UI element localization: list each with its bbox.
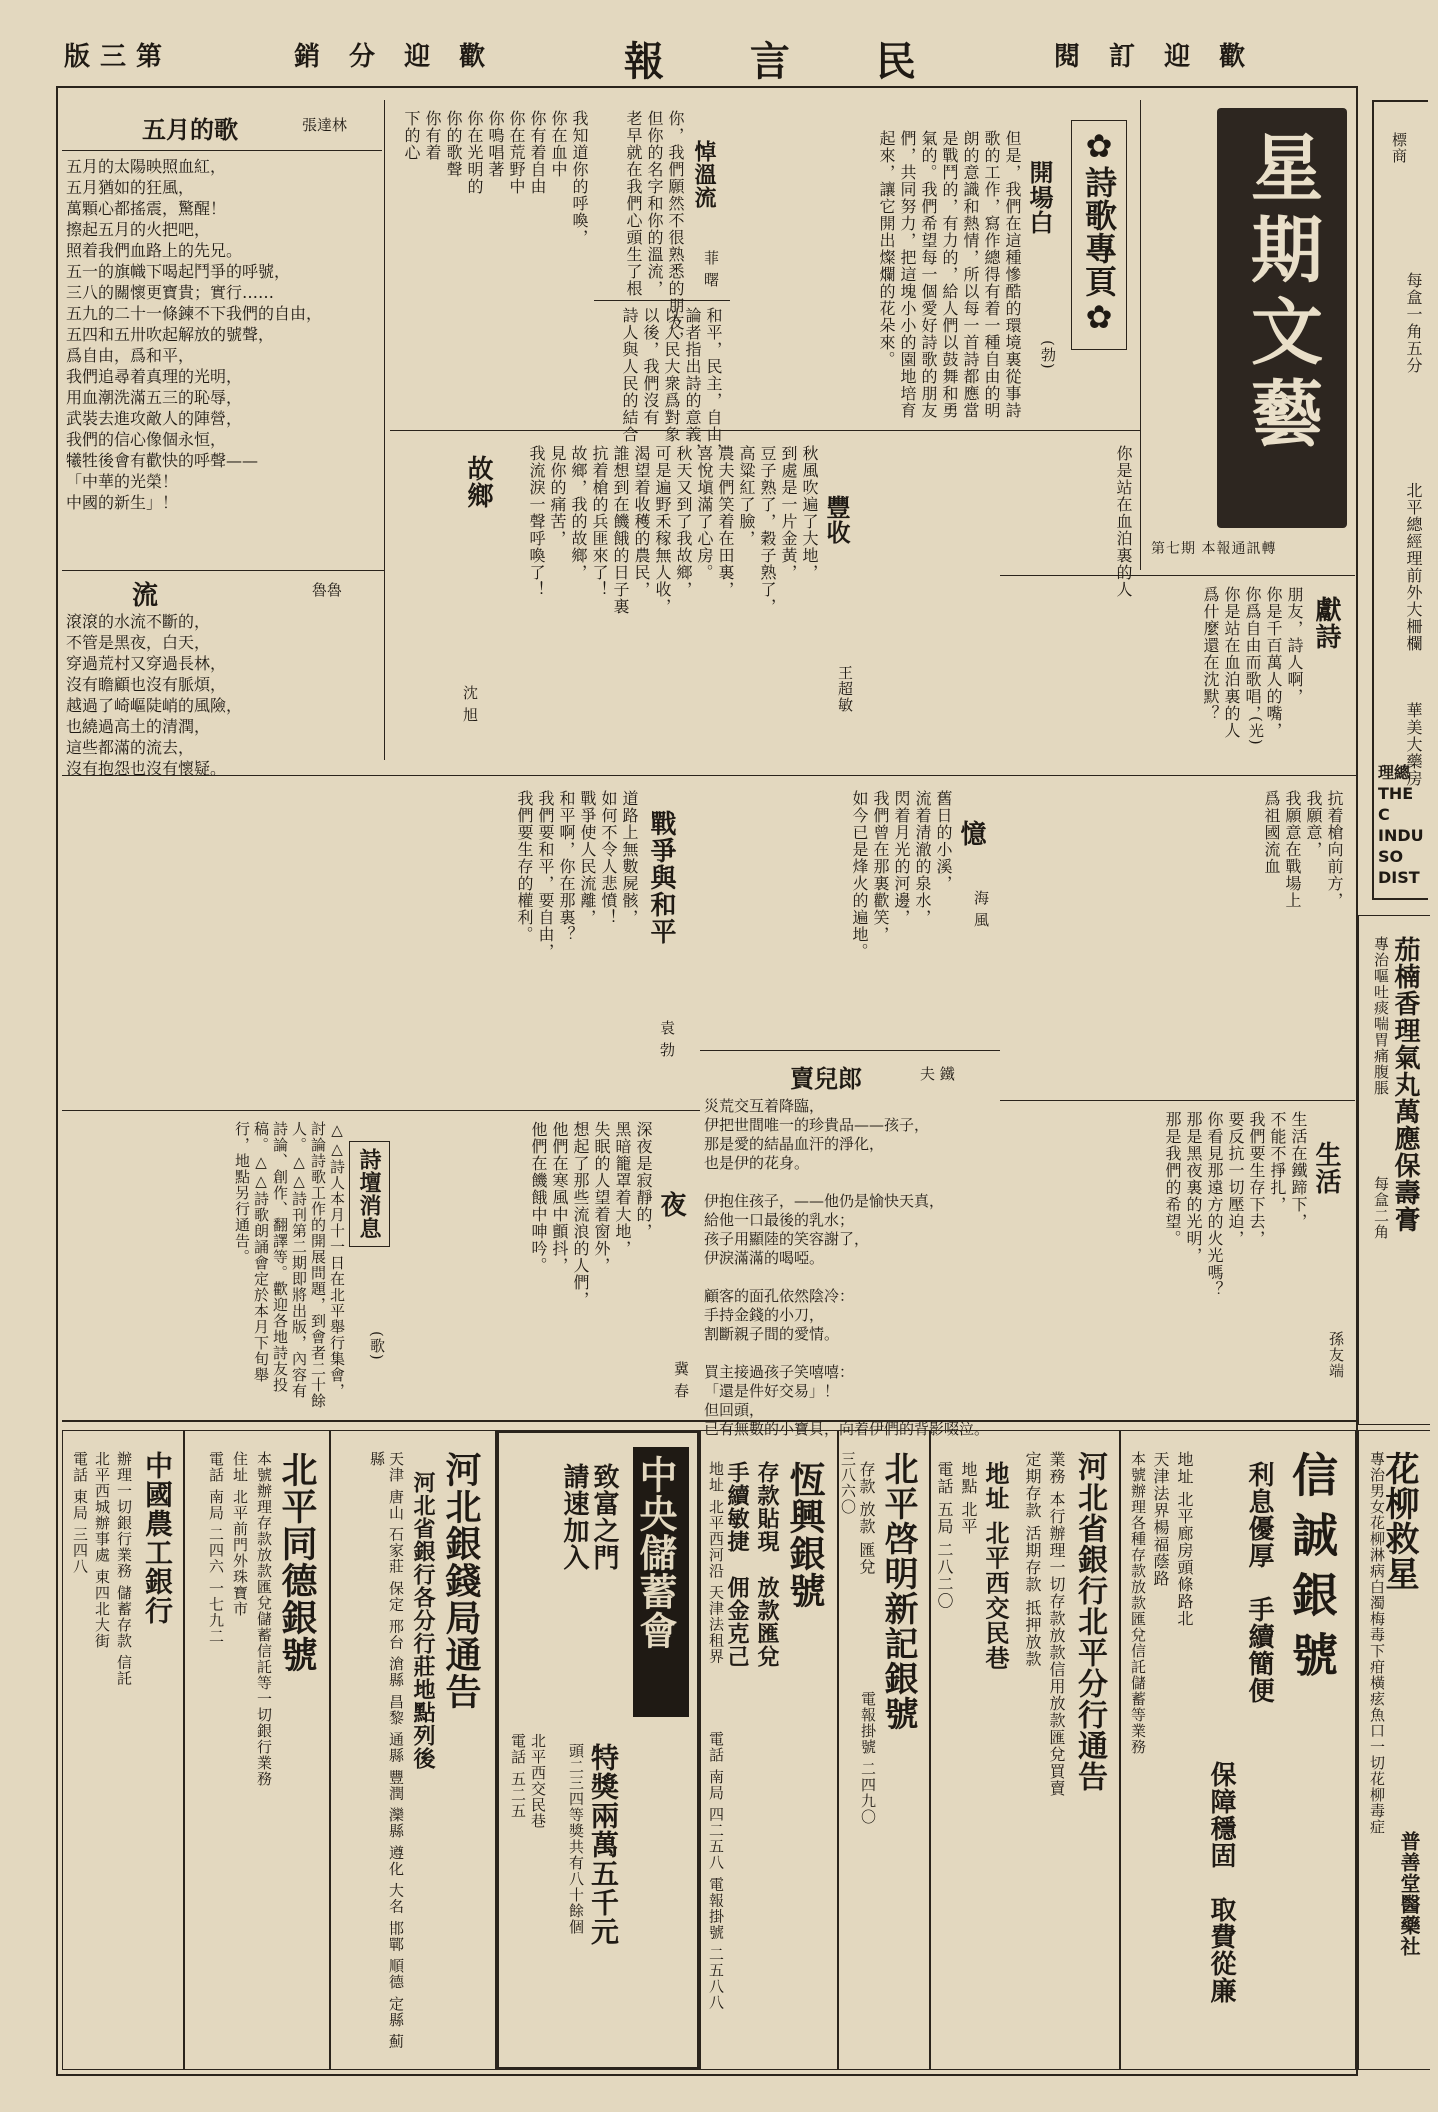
poem-line: 買主接過孩子笑嘻嘻： [704, 1363, 855, 1381]
memory-article [690, 780, 1000, 1050]
agri-bank-addr: 北平西城辦事處 東四北大街 [93, 1451, 111, 1649]
poem-line: 我流淚一聲呼喚了！ [527, 445, 546, 598]
poem-line: 下的心 [402, 110, 421, 161]
short-poem-c [594, 300, 730, 460]
poem-line [704, 1268, 998, 1287]
poem-line: 爲什麼還在沈默？ [1201, 586, 1220, 722]
poem-line: 「還是件好交易」！ [704, 1382, 840, 1400]
brand-mark: 標商 [1390, 132, 1408, 164]
poem-line: 也繞過高土的清潤， [66, 717, 211, 736]
war-peace-lines [514, 790, 640, 1100]
dedication-lines [1200, 586, 1305, 766]
hebei-money-sub: 河北省銀行各分行莊地點列後 [410, 1471, 436, 1770]
poem-line: 道路上無數屍骸， [620, 790, 639, 926]
poem-line: 你的歌聲 [444, 110, 463, 178]
may-song-author: 張達林 [302, 116, 348, 134]
night-article [400, 1110, 700, 1420]
poem-line: 割斷親子間的愛情。 [704, 1325, 840, 1343]
poem-line: 我們要生存下去， [1247, 1111, 1266, 1247]
poem-line: 爲祖國流血 [1262, 790, 1281, 875]
huliu-pharmacy: 普善堂醫藥社 [1397, 1831, 1421, 1957]
qieyin-title: 茄楠香理氣丸萬應保壽膏 [1390, 936, 1420, 1233]
qiming-ad [838, 1430, 930, 2070]
poem-line: 見你的痛苦， [548, 445, 567, 547]
mourn-title: 悼溫流 [691, 140, 717, 209]
subscribe-label: 閱 訂 迎 歡 [1054, 42, 1256, 72]
huliu-ad [1358, 1430, 1430, 2070]
poem-line: 犧牲後會有歡快的呼聲—— [66, 451, 259, 470]
english-block [1378, 762, 1428, 888]
mourn-lines [623, 110, 686, 348]
night-lines [528, 1121, 654, 1411]
feature-4: 佣金克己 [724, 1576, 750, 1668]
resist-article [1000, 780, 1355, 1080]
poem-line: 想起了那些流浪的人們， [571, 1121, 590, 1308]
qieyin-price: 每盒二角 [1372, 1176, 1390, 1240]
poem-line: 那是黑夜裏的光明， [1184, 1111, 1203, 1264]
poem-line: 伊淚滿滿的喝啞。 [704, 1249, 825, 1267]
supplement-header [1140, 100, 1360, 570]
poem-line: 詩人與人民的結合 [620, 307, 639, 443]
short-poem-b [507, 100, 592, 290]
poem-line: 他們在饑餓中呻吟。 [529, 1121, 548, 1274]
poem-line: 武裝去進攻敵人的陣營， [66, 409, 243, 428]
poetry-news-text: △△詩人本月十一日在北平舉行集會，討論詩歌工作的開展問題，到會者二十餘人。△△詩刊第二期即將出版，內容有詩論、創作、翻譯等。歡迎各地詩友投稿。△△詩歌朗誦會定於本月下旬舉行，地點另行通告。 [233, 1121, 346, 1409]
central-savings-title: 中央儲蓄會 [633, 1455, 678, 1650]
eng-line-2: THE C [1378, 784, 1414, 824]
feature-3: 手續敏捷 [724, 1461, 750, 1553]
poem-line: 但回頭， [704, 1401, 765, 1419]
paper-name: 報 言 民 [624, 38, 952, 85]
poem-line: 越過了崎嶇陡峭的風險， [66, 696, 243, 715]
poem-line: 戰爭使人民流離， [578, 790, 597, 926]
poem-line: 顧客的面孔依然陰冷： [704, 1287, 855, 1305]
poem-line: 我們要生存的權利。 [515, 790, 534, 943]
flow-lines [66, 611, 382, 779]
central-savings-tel: 電話 五二五 [509, 1733, 527, 1819]
poem-line: 如何不令人悲憤！ [599, 790, 618, 926]
feature-4: 取費從廉 [1206, 1896, 1236, 2004]
poem-line: 我們要和平，要自由， [536, 790, 555, 960]
opening-title: 開場白 [1025, 160, 1054, 235]
hebei-prov-bank-sub: 定期存款 活期存款 抵押放款 [1023, 1451, 1042, 1668]
poem-line: 到處是一片金黃， [779, 445, 798, 581]
poem-line: 給他一口最後的乳水； [704, 1211, 855, 1229]
poem-line: 不管是黑夜，白天， [66, 633, 211, 652]
poem-line: 「中華的光榮！ [66, 472, 179, 491]
distribution-label: 銷 分 迎 歡 [294, 42, 496, 72]
mourn-author: 菲 曙 [702, 250, 720, 288]
poem-line: 沒有瞻顧也沒有脈煩， [66, 675, 227, 694]
feature-2: 手續簡便 [1244, 1596, 1274, 1704]
poem-line: 伊抱住孩子，——他仍是愉快天真， [704, 1192, 945, 1210]
poem-line: 論者指出詩的意義， [683, 307, 702, 460]
poem-line: 深夜是寂靜的， [634, 1121, 653, 1240]
life-title: 生活 [1311, 1141, 1341, 1195]
poem-line: 那是我們的希望。 [1163, 1111, 1182, 1247]
poem-line: 你在荒野中 [507, 110, 526, 195]
hebei-prov-bank-body: 業務 本行辦理一切存款放款信用放款匯兌買賣 [1047, 1451, 1066, 1798]
huliu-body: 專治男女花柳淋病白濁梅毒下疳橫痃魚口一切花柳毒症 [1368, 1451, 1386, 1835]
hebei-money-body: 天津 唐山 石家莊 保定 邢台 滄縣 昌黎 通縣 豐潤 灤縣 遵化 大名 邯鄲 順德 定縣 薊縣 [368, 1451, 405, 2050]
memory-title: 憶 [956, 820, 986, 847]
poetry-news-article [62, 1110, 400, 1420]
poem-line: 那是愛的結晶血汗的淨化， [704, 1135, 885, 1153]
qiming-title: 北平啓明新記銀號 [878, 1451, 918, 1731]
poem-line: 你在光明的 [465, 110, 484, 195]
poem-line: 五四和五卅吹起解放的號聲， [66, 325, 275, 344]
central-savings-slogan2: 請速加入 [559, 1463, 589, 1571]
poem-line: 穿過荒村又穿過長林， [66, 654, 227, 673]
hengxing-title: 恆興銀號 [784, 1461, 826, 1609]
poem-line: 故鄉，我的故鄉， [569, 445, 588, 581]
agri-bank-tel: 電話 東局 三四八 [71, 1451, 89, 1575]
supplement-subtitle: 第七期 本報通訊轉 [1151, 541, 1277, 557]
may-song-lines [66, 156, 382, 513]
poem-line: 抗着槍的兵匪來了！ [590, 445, 609, 598]
eng-line-3: INDU [1378, 826, 1424, 845]
poem-line: 秋天又到了我故鄉， [674, 445, 693, 598]
poem-line: 老早就在我們心頭生了根 [624, 110, 643, 297]
hengxing-features [752, 1461, 783, 1668]
memory-author: 海 風 [972, 890, 990, 928]
poem-line: 以人民大衆爲對象 [662, 307, 681, 443]
qiming-body: 存款 放款 匯兌 [857, 1461, 876, 1576]
hometown-lines [526, 445, 694, 765]
poem-line: 我願意在戰場上 [1283, 790, 1302, 909]
agri-bank-ad [62, 1430, 184, 2070]
price-text: 每盒一角五分 [1404, 272, 1423, 374]
qieyin-body: 專治嘔吐痰喘胃痛腹脹 [1372, 936, 1390, 1096]
feature-3: 保障穩固 [1206, 1761, 1236, 1869]
poem-line: 你看見那遠方的火光嗎？ [1205, 1111, 1224, 1298]
eng-line-1: 理總 [1378, 763, 1411, 782]
child-seller-lines [704, 1097, 998, 1439]
harvest-article [695, 435, 860, 775]
hometown-article [390, 435, 700, 775]
poetry-news-author: (歌) [368, 1331, 386, 1361]
child-seller-author: 夫 鐵 [920, 1065, 955, 1083]
poem-line: 你，我們願然不很熟悉的朋友， [666, 110, 685, 348]
hebei-money-title: 河北銀錢局通告 [440, 1451, 482, 1710]
edition-label: 版三第 [64, 42, 173, 72]
poetry-news-title: 詩壇消息 [349, 1141, 390, 1247]
poem-line: 他們在寒風中顫抖， [550, 1121, 569, 1274]
poem-line: 和平啊，你在那裏？ [557, 790, 576, 943]
central-savings-prize: 特獎兩萬五千元 [587, 1743, 620, 1946]
poem-line: 閃着月光的河邊， [892, 790, 911, 926]
poem-line: 不能不掙扎， [1268, 1111, 1287, 1213]
poem-line: 和平，民主，自由， [704, 307, 723, 460]
xincheng-features-2 [1205, 1761, 1237, 2004]
dedication-author: (光) [1247, 716, 1265, 746]
poem-line: 如今已是烽火的遍地。 [850, 790, 869, 960]
pharmacy-name: 華美大藥房 [1404, 702, 1423, 787]
poem-line: 農夫們笑着在田裏， [716, 445, 735, 598]
poem-line: 爲自由，爲和平， [66, 346, 195, 365]
poem-line: 你在血中 [549, 110, 568, 178]
poem-line: 手持金錢的小刀， [704, 1306, 825, 1324]
qiming-addr: 三八六〇 [839, 1451, 857, 1515]
poem-line [704, 1344, 998, 1363]
opening-author: (勃) [1039, 340, 1057, 370]
poem-line: 高粱紅了臉， [737, 445, 756, 547]
supplement-title: 星期文藝 [1239, 130, 1324, 458]
poem-line: 災荒交互着降臨， [704, 1097, 825, 1115]
hengxing-addr: 地址 北平西河沿 天津法租界 [707, 1461, 725, 1665]
poem-line: 滾滾的水流不斷的， [66, 612, 211, 631]
night-title: 夜 [656, 1191, 686, 1218]
poetry-special-title [1071, 120, 1127, 350]
short-poem-c-lines [619, 307, 724, 460]
hebei-prov-bank-title: 河北省銀行北平分行通告 [1072, 1451, 1107, 1792]
poem-line: 以後，我們沒有 [641, 307, 660, 426]
feature-2: 放款匯兌 [754, 1576, 780, 1668]
poem-line: 萬顆心都搖震，驚醒！ [66, 199, 227, 218]
poem-line: 抗着槍向前方， [1325, 790, 1344, 909]
hengxing-features-2 [722, 1461, 753, 1668]
child-seller-article [700, 1050, 1000, 1438]
xincheng-addr2: 天津法界楊福蔭路 [1151, 1451, 1170, 1587]
poem-line: 我知道你的呼喚， [570, 110, 589, 246]
resist-lines [1261, 790, 1345, 1070]
night-author: 冀 春 [672, 1361, 690, 1399]
harvest-author: 王超敏 [836, 665, 854, 713]
tongde-addr: 住址 北平前門外珠寶市 [231, 1451, 249, 1617]
poem-line: 流着清澈的泉水， [913, 790, 932, 926]
short-poem-a-lines [401, 110, 506, 280]
tongde-title: 北平同德銀號 [276, 1451, 318, 1673]
poem-line: 這些都滿的流去， [66, 738, 195, 757]
poem-line: 你是站在血泊裏的人 [1222, 586, 1241, 739]
poem-line: 伊把世間唯一的珍貴品——孩子， [704, 1116, 930, 1134]
poem-line: 失眠的人望着窗外， [592, 1121, 611, 1274]
war-peace-author: 袁 勃 [658, 1020, 676, 1058]
poem-line: 孩子用顯陸的笑容謝了， [704, 1230, 870, 1248]
agri-bank-title: 中國農工銀行 [141, 1451, 174, 1625]
qiming-tel: 電報掛號 二四九〇 [859, 1691, 877, 1825]
poetry-special-title-text: 詩歌專頁 [1080, 166, 1118, 298]
poem-line: 豆子熟了，穀子熟了， [758, 445, 777, 615]
central-savings-ad [496, 1430, 700, 2070]
distributor-text: 北平總經理前外大柵欄 [1404, 482, 1423, 652]
poem-line: 生活在鐵蹄下， [1289, 1111, 1308, 1230]
center-poems-text: 你是站在血泊裏的人 [1114, 445, 1133, 598]
poetry-special [730, 100, 1135, 430]
central-savings-detail: 頭二三四等獎共有八十餘個 [567, 1743, 585, 1935]
short-poem-a [390, 100, 510, 290]
xincheng-features [1243, 1461, 1275, 1704]
poem-line: 你鳴唱著 [486, 110, 505, 178]
hebei-money-ad [330, 1430, 496, 2070]
tongde-body: 本號辦理存款放款匯兌儲蓄信託等一切銀行業務 [255, 1451, 273, 1787]
tongde-ad [184, 1430, 330, 2070]
hebei-prov-bank-addr: 地址 北平西交民巷 [981, 1461, 1010, 1671]
poem-line: 照着我們血路上的先兄。 [66, 241, 243, 260]
poem-line: 渴望着收穫的農民， [632, 445, 651, 598]
huliu-title: 花柳救星 [1379, 1451, 1419, 1591]
poem-line: 舊日的小溪， [934, 790, 953, 892]
tongde-tel: 電話 南局 二四六 一七九二 [207, 1451, 225, 1645]
poem-line: 五月猶如的狂風， [66, 178, 195, 197]
poem-line: 你爲自由而歌唱， [1243, 586, 1262, 722]
xincheng-body: 本號辦理各種存款放款匯兌信託儲蓄等業務 [1129, 1451, 1147, 1755]
harvest-title: 豐收 [822, 495, 851, 545]
war-peace-title: 戰爭與和平 [646, 810, 676, 945]
poem-line: 五月的太陽映照血紅， [66, 157, 227, 176]
eng-line-4: SO [1378, 847, 1404, 866]
agri-bank-body: 辦理一切銀行業務 儲蓄存款 信託 [115, 1451, 133, 1687]
poem-line: 要反抗一切壓迫， [1226, 1111, 1245, 1247]
poem-line: 五九的二十一條鍊不下我們的自由， [66, 304, 323, 323]
poem-line: 我們曾在那裏歡笑， [871, 790, 890, 943]
poem-line: 但你的名字和你的溫流， [645, 110, 664, 297]
poem-line: 秋風吹遍了大地， [800, 445, 819, 581]
flower-icon: ✿ [1080, 298, 1118, 337]
poem-line: 五一的旗幟下喝起鬥爭的呼號， [66, 262, 291, 281]
poem-line: 朋友，詩人啊， [1285, 586, 1304, 705]
child-seller-title: 賣兒郎 [790, 1064, 862, 1093]
poem-line: 用血潮洗滿五三的恥辱， [66, 388, 243, 407]
poem-line: 沒有抱怨也沒有懷疑。 [66, 759, 227, 778]
feature-1: 利息優厚 [1244, 1461, 1274, 1569]
flow-title: 流 [132, 581, 159, 611]
poem-line: 黑暗籠罩着大地， [613, 1121, 632, 1257]
poem-line: 我們追尋着真理的光明， [66, 367, 243, 386]
feature-1: 存款貼現 [754, 1461, 780, 1553]
short-poem-b-lines [506, 110, 590, 280]
war-peace-article [62, 780, 690, 1110]
poem-line: 你有着 [423, 110, 442, 161]
may-song-article [62, 100, 384, 560]
poem-line: 你是千百萬人的嘴， [1264, 586, 1283, 739]
life-lines [1162, 1111, 1309, 1411]
central-savings-addr: 北平西交民巷 [529, 1733, 547, 1829]
hebei-prov-bank-place: 地點 北平 [959, 1461, 978, 1536]
opening-text: 但是，我們在這種慘酷的環境裏從事詩歌的工作，寫作總得有着一種自由的明朗的意識和熱情，所以每一首詩都應當是戰鬥的，有力的，給人們以鼓舞和勇氣的。我們希望每一個愛好詩歌的朋友們，共同努力，把這塊小小的園地培育起來，讓它開出燦爛的花朵來。 [877, 130, 1022, 419]
poem-line: 可是遍野禾稼無人收， [653, 445, 672, 615]
poem-line: 中國的新生」！ [66, 493, 179, 512]
qieyin-ad [1358, 915, 1430, 1425]
life-author: 孫友端 [1327, 1331, 1345, 1379]
hengxing-ad [700, 1430, 838, 2070]
poem-line [704, 1173, 998, 1192]
poem-line: 三八的關懷更寶貴；實行…… [66, 283, 275, 302]
central-savings-slogan1: 致富之門 [589, 1463, 619, 1571]
xincheng-title: 信誠銀號 [1285, 1451, 1339, 1691]
poem-line: 喜悅塡滿了心房。 [695, 445, 714, 581]
masthead [64, 30, 1384, 85]
poem-line: 你有着自由 [528, 110, 547, 195]
xincheng-addr: 地址 北平廊房頭條路北 [1175, 1451, 1194, 1628]
mourn-article [594, 100, 730, 348]
hengxing-tel: 電話 南局 四二五八 電報掛號 二五八八 [707, 1731, 725, 2011]
flower-icon: ✿ [1080, 127, 1118, 166]
poem-line: 我願意， [1304, 790, 1323, 858]
poem-line: 擦起五月的火把吧， [66, 220, 211, 239]
poem-line: 我們的信心像個永恒， [66, 430, 227, 449]
poem-line: 也是伊的花身。 [704, 1154, 810, 1172]
poem-line: 誰想到在饑餓的日子裏 [611, 445, 630, 615]
hometown-title: 故鄉 [463, 455, 493, 509]
harvest-lines [694, 445, 820, 765]
hebei-prov-bank-ad [930, 1430, 1120, 2070]
center-poems [860, 435, 1140, 775]
xincheng-ad [1120, 1430, 1356, 2070]
dedication-title: 獻詩 [1311, 596, 1341, 650]
memory-lines [849, 790, 954, 1040]
may-song-title: 五月的歌 [142, 115, 238, 144]
life-article [1000, 1100, 1355, 1420]
eng-line-5: DIST [1378, 868, 1420, 887]
flow-article [62, 570, 384, 778]
right-ad-strip [1372, 100, 1428, 900]
hebei-prov-bank-tel: 電話 五局 二八二〇 [935, 1461, 954, 1610]
flow-author: 魯魯 [312, 581, 343, 599]
hometown-author: 沈 旭 [461, 685, 479, 723]
poem-line: 已有無數的小寶貝，向着伊們的背影啜泣。 [704, 1420, 990, 1438]
